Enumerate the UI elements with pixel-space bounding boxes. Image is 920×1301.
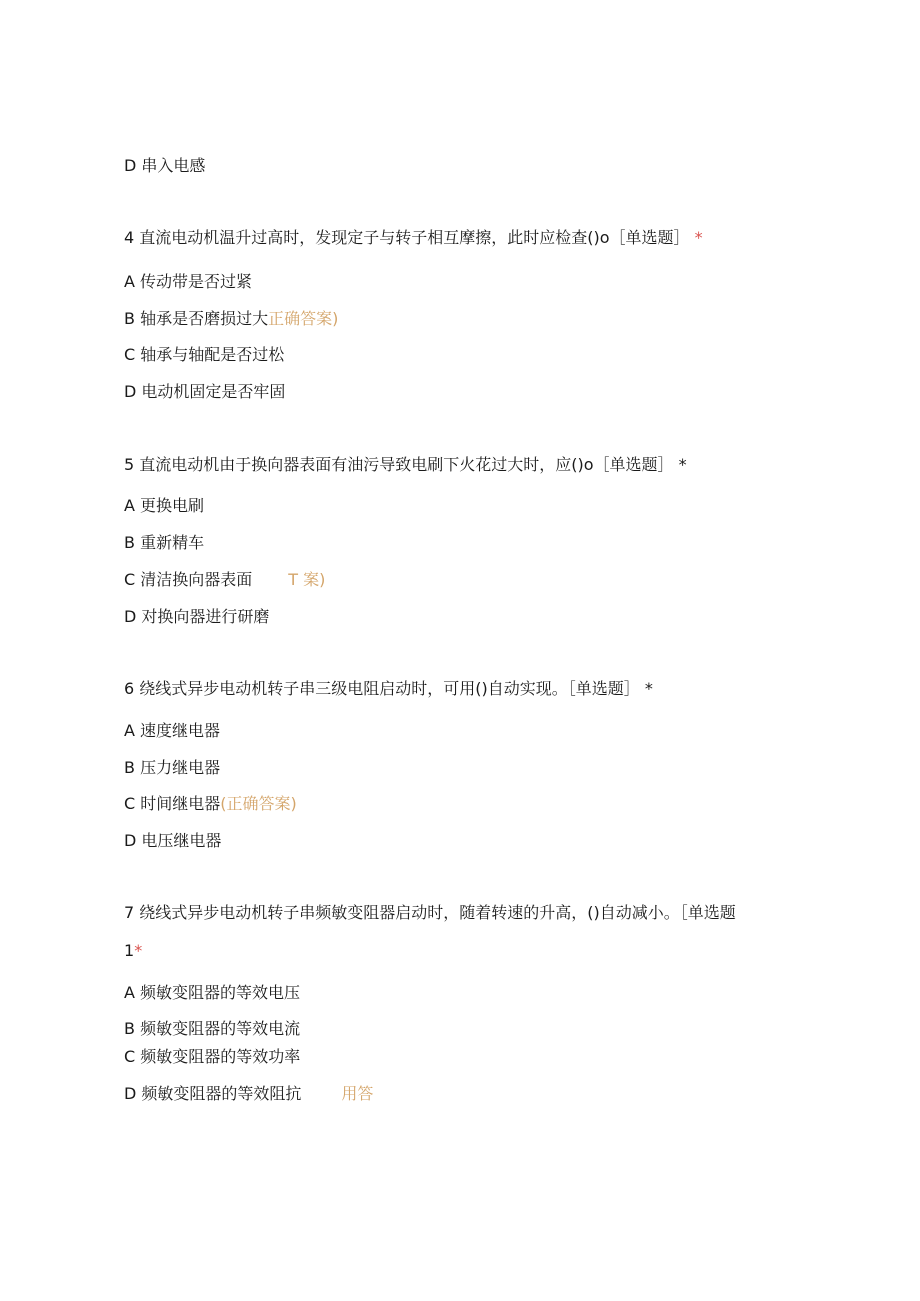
answer-note: 正确答案) xyxy=(268,309,339,328)
q5-stem: 5 直流电动机由于换向器表面有油污导致电刷下火花过大时，应()o［单选题］ * xyxy=(124,455,687,474)
required-mark: * xyxy=(694,228,703,247)
q7-stem: 7 绕线式异步电动机转子串频敏变阻器启动时，随着转速的升高，()自动减小。［单选题 xyxy=(124,903,736,922)
required-mark: * xyxy=(678,455,687,474)
q3-option-d: D 串入电感 xyxy=(124,156,206,175)
q4-option-b: B 轴承是否磨损过大正确答案) xyxy=(124,309,339,328)
q5-option-d: D 对换向器进行研磨 xyxy=(124,607,270,626)
q5-option-a: A 更换电刷 xyxy=(124,496,205,515)
q4-option-d: D 电动机固定是否牢固 xyxy=(124,382,286,401)
answer-note: (正确答案) xyxy=(220,794,297,813)
required-mark: * xyxy=(644,679,653,698)
q7-option-d: D 频敏变阻器的等效阻抗 用答 xyxy=(124,1084,374,1103)
answer-note: T 案) xyxy=(288,570,326,589)
q5-option-b: B 重新精车 xyxy=(124,533,205,552)
q7-option-c: C 频敏变阻器的等效功率 xyxy=(124,1047,301,1066)
q4-option-c: C 轴承与轴配是否过松 xyxy=(124,345,285,364)
q5-option-c: C 清洁换向器表面 T 案) xyxy=(124,570,326,589)
q7-option-b: B 频敏变阻器的等效电流 xyxy=(124,1019,301,1038)
required-mark: * xyxy=(134,941,143,960)
q6-option-c: C 时间继电器(正确答案) xyxy=(124,794,297,813)
q7-stem-continued: 1* xyxy=(124,941,143,960)
q6-option-b: B 压力继电器 xyxy=(124,758,221,777)
q6-option-d: D 电压继电器 xyxy=(124,831,222,850)
q4-stem: 4 直流电动机温升过高时，发现定子与转子相互摩擦，此时应检查()o［单选题］ * xyxy=(124,228,703,247)
answer-note: 用答 xyxy=(341,1084,374,1103)
q6-stem: 6 绕线式异步电动机转子串三级电阻启动时，可用()自动实现。［单选题］ * xyxy=(124,679,653,698)
q4-option-a: A 传动带是否过紧 xyxy=(124,272,253,291)
q6-option-a: A 速度继电器 xyxy=(124,721,221,740)
q7-option-a: A 频敏变阻器的等效电压 xyxy=(124,983,301,1002)
